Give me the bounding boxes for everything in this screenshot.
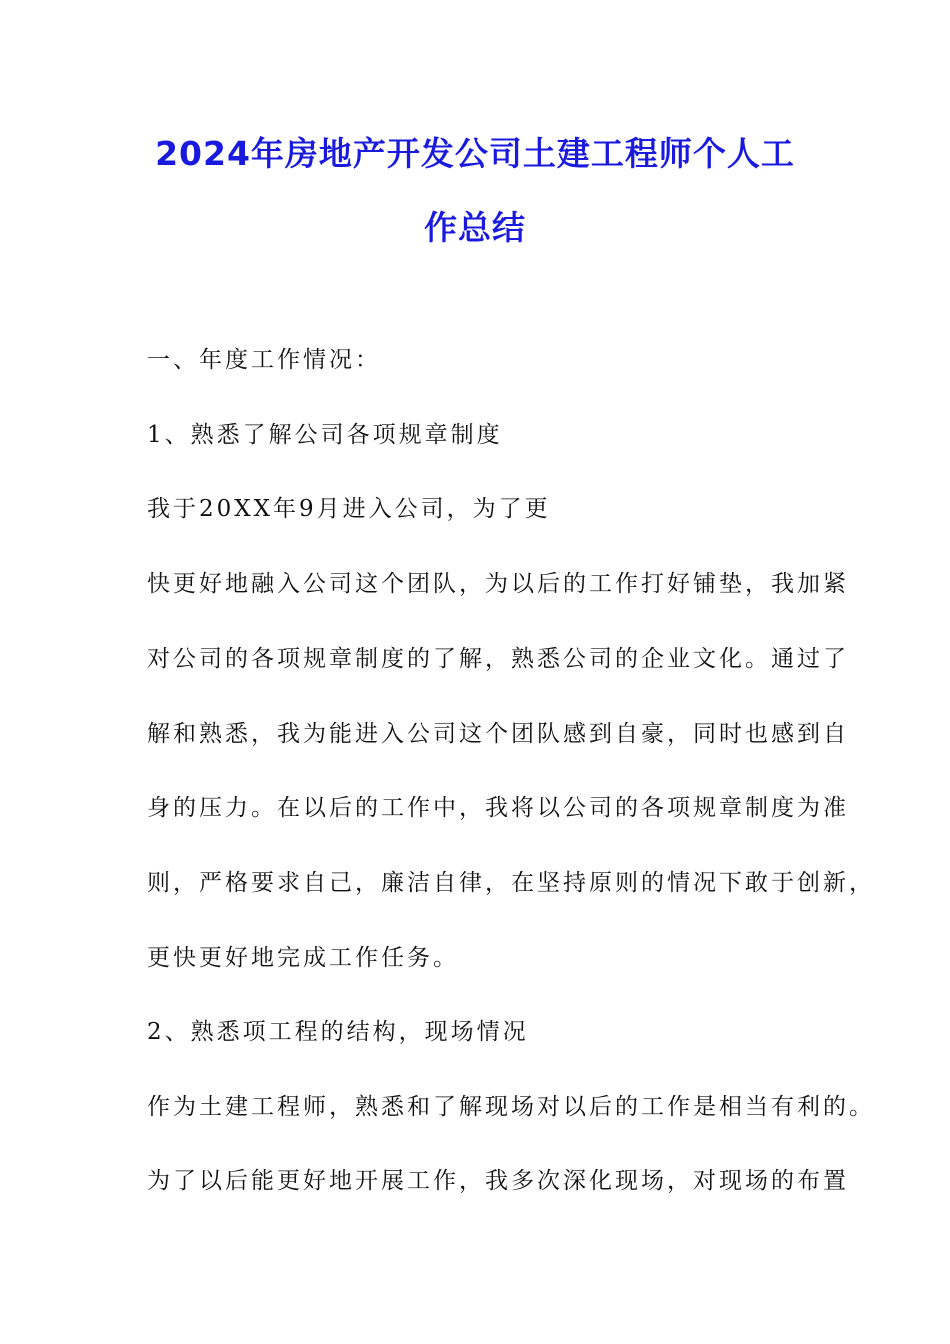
paragraph-line: 更快更好地完成工作任务。 bbox=[147, 945, 459, 971]
document-title-line-2: 作总结 bbox=[424, 208, 526, 247]
subheading-company-rules: 1、熟悉了解公司各项规章制度 bbox=[147, 422, 503, 448]
paragraph-line: 对公司的各项规章制度的了解，熟悉公司的企业文化。通过了 bbox=[147, 646, 849, 672]
document-title-line-1: 2024年房地产开发公司土建工程师个人工 bbox=[155, 134, 795, 173]
subheading-project-structure: 2、熟悉项工程的结构，现场情况 bbox=[147, 1019, 529, 1045]
section-heading-annual-work: 一、年度工作情况： bbox=[147, 347, 381, 373]
paragraph-line: 快更好地融入公司这个团队，为以后的工作打好铺垫，我加紧 bbox=[147, 571, 849, 597]
paragraph-line: 我于20XX年9月进入公司，为了更 bbox=[147, 496, 551, 522]
paragraph-line: 作为土建工程师，熟悉和了解现场对以后的工作是相当有利的。 bbox=[147, 1094, 875, 1120]
paragraph-line: 身的压力。在以后的工作中，我将以公司的各项规章制度为准 bbox=[147, 795, 849, 821]
paragraph-line: 解和熟悉，我为能进入公司这个团队感到自豪，同时也感到自 bbox=[147, 721, 849, 747]
paragraph-line: 为了以后能更好地开展工作，我多次深化现场，对现场的布置 bbox=[147, 1168, 849, 1194]
paragraph-line: 则，严格要求自己，廉洁自律，在坚持原则的情况下敢于创新， bbox=[147, 870, 875, 896]
